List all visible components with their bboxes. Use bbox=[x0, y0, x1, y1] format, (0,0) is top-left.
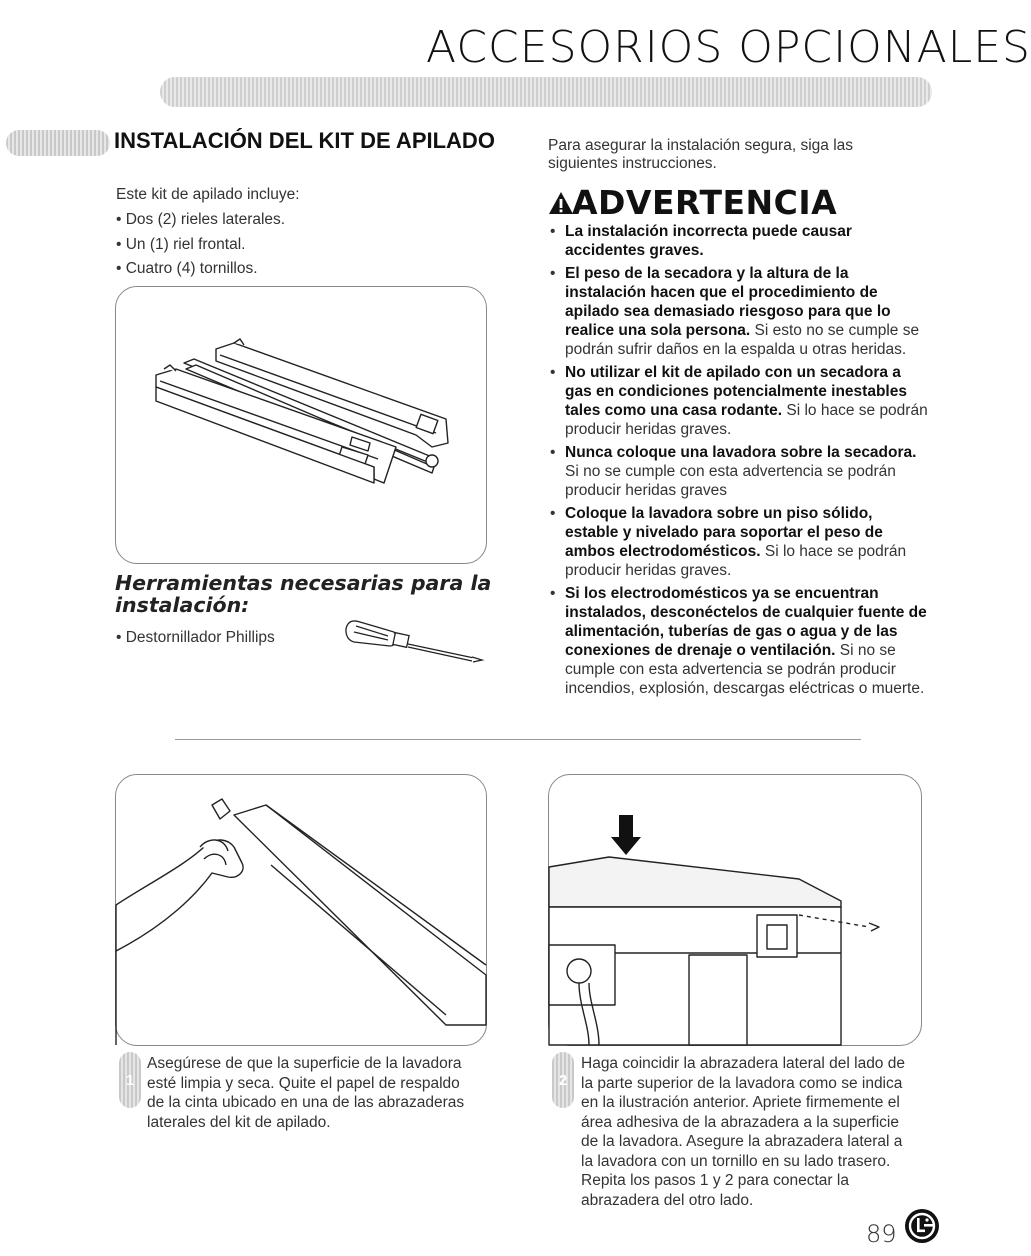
warning-item-text: Si lo hace se podrán producir heridas graves. bbox=[565, 402, 928, 438]
lg-logo-icon bbox=[904, 1208, 940, 1244]
instructions-intro: Para asegurar la instalación segura, siga las siguientes instrucciones. bbox=[548, 137, 854, 172]
warning-item-text: Si lo hace se podrán producir heridas graves. bbox=[565, 543, 907, 579]
warning-item-text: Si no se cumple con esta advertencia se podrán producir incendios, explosión, descargas eléctricas o muerte. bbox=[565, 642, 925, 697]
section-tab-decoration bbox=[6, 130, 110, 156]
warning-item: • La instalación incorrecta puede causar accidentes graves. bbox=[550, 223, 852, 259]
warning-item: • Nunca coloque una lavadora sobre la secadora. Si no se cumple con esta advertencia se podrán producir heridas graves bbox=[550, 444, 917, 499]
step-2-illustration bbox=[548, 774, 922, 1046]
page-number: 89 bbox=[866, 1220, 897, 1248]
kit-intro: Este kit de apilado incluye: bbox=[116, 186, 300, 203]
warning-item: • El peso de la secadora y la altura de la instalación hacen que el procedimiento de apilado sea demasiado riesgoso para que lo realice una sola persona. Si esto no se cumple se podrán sufrir daños en la espalda u otras heridas. bbox=[550, 265, 920, 358]
step-1-badge: 1 bbox=[119, 1052, 141, 1108]
step-1-illustration bbox=[115, 774, 487, 1046]
screwdriver-icon bbox=[340, 616, 488, 666]
arrow-down-icon bbox=[611, 815, 641, 855]
page-title: ACCESORIOS OPCIONALES bbox=[426, 22, 1031, 73]
section-heading: INSTALACIÓN DEL KIT DE APILADO bbox=[114, 128, 495, 153]
warning-item-bold: La instalación incorrecta puede causar accidentes graves. bbox=[565, 223, 852, 259]
warning-list bbox=[548, 222, 928, 702]
divider bbox=[175, 739, 861, 740]
warning-item: • Si los electrodomésticos ya se encuentran instalados, desconéctelos de cualquier fuente de alimentación, tuberías de gas o agua y de las conexiones de drenaje o ventilación. Si no se cumple con esta advertencia se podrán producir incendios, explosión, descargas eléctricas o muerte. bbox=[550, 585, 927, 697]
warning-item-bold: No utilizar el kit de apilado con un secadora a gas en condiciones potencialmente inestables tales como una casa rodante. bbox=[565, 364, 907, 419]
rails-illustration bbox=[115, 286, 487, 564]
warning-item: • Coloque la lavadora sobre un piso sólido, estable y nivelado para soportar el peso de ambos electrodomésticos. Si lo hace se podrán producir heridas graves. bbox=[550, 505, 907, 579]
warning-item-text: Si no se cumple con esta advertencia se podrán producir heridas graves bbox=[565, 463, 896, 499]
warning-title bbox=[548, 183, 837, 222]
kit-list bbox=[116, 210, 285, 284]
tools-heading-line: Herramientas necesarias para la bbox=[115, 571, 492, 595]
washer-bracket-drawing bbox=[549, 775, 921, 1045]
warning-item-bold: Si los electrodomésticos ya se encuentran instalados, desconéctelos de cualquier fuente de alimentación, tuberías de gas o agua y de las conexiones de drenaje o ventilación. bbox=[565, 585, 927, 659]
hand-peeling-drawing bbox=[116, 775, 486, 1045]
warning-item-bold: Nunca coloque una lavadora sobre la secadora. bbox=[565, 444, 917, 461]
warning-item-bold: Coloque la lavadora sobre un piso sólido, estable y nivelado para soportar el peso de ambos electrodomésticos. bbox=[565, 505, 883, 560]
warning-item-text: Si esto no se cumple se podrán sufrir daños en la espalda u otras heridas. bbox=[565, 322, 920, 358]
step-1-text: Asegúrese de que la superficie de la lavadora esté limpia y seca. Quite el papel de respaldo de la cinta ubicado en una de las abrazaderas laterales del kit de apilado. bbox=[147, 1055, 465, 1131]
warning-title-text: ADVERTENCIA bbox=[572, 183, 838, 222]
list-item: • Cuatro (4) tornillos. bbox=[116, 260, 258, 277]
step-2-badge: 2 bbox=[552, 1052, 574, 1108]
warning-item: • No utilizar el kit de apilado con un secadora a gas en condiciones potencialmente inestables tales como una casa rodante. Si lo hace se podrán producir heridas graves. bbox=[550, 364, 928, 438]
warning-triangle-icon bbox=[548, 191, 574, 215]
rails-drawing bbox=[116, 287, 486, 563]
warning-item-bold: El peso de la secadora y la altura de la instalación hacen que el procedimiento de apilado sea demasiado riesgoso para que lo realice una sola persona. bbox=[565, 265, 891, 339]
tools-heading-line: instalación: bbox=[115, 593, 250, 617]
step-2-text: Haga coincidir la abrazadera lateral del lado de la parte superior de la lavadora como se indica en la ilustración anterior. Apriete firmemente el área adhesiva de la abrazadera a la superficie de la lavadora. Asegure la abrazadera lateral a la lavadora con un tornillo en su lado trasero. Repita los pasos 1 y 2 para conectar la abrazadera del otro lado. bbox=[581, 1055, 905, 1209]
title-bar-decoration bbox=[160, 77, 932, 107]
tools-heading bbox=[115, 572, 491, 616]
list-item: • Dos (2) rieles laterales. bbox=[116, 211, 286, 228]
tool-item: • Destornillador Phillips bbox=[116, 629, 275, 646]
list-item: • Un (1) riel frontal. bbox=[116, 235, 246, 253]
